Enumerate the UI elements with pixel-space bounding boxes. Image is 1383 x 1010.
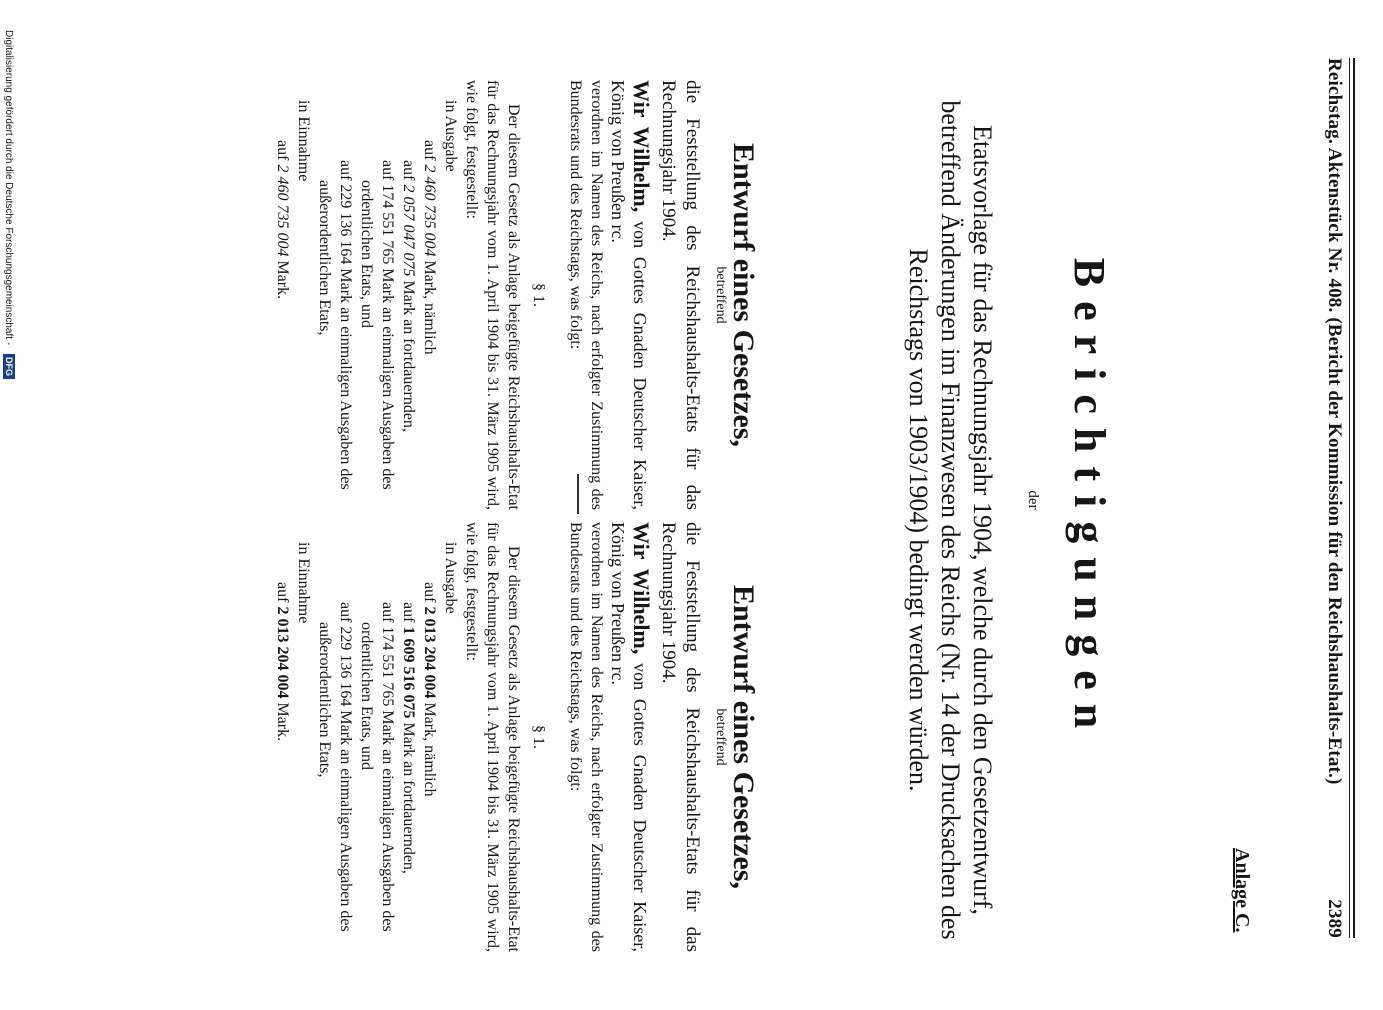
- right-wir: [607, 522, 652, 952]
- column-left: [272, 80, 758, 510]
- right-auf2-num: 1 609 516 075: [400, 626, 417, 719]
- left-auf2: [398, 80, 419, 510]
- column-right: [272, 522, 758, 952]
- left-wir-bold: Wir Wilhelm,: [629, 80, 654, 213]
- running-header: [1305, 58, 1345, 938]
- right-auf5-pre: auf: [274, 582, 291, 603]
- left-auf5-num: 2 460 735 004: [274, 164, 291, 257]
- left-paragraph: § 1.: [530, 283, 547, 307]
- right-in-einnahme: in Einnahme: [295, 542, 312, 624]
- left-auf5: [272, 80, 293, 510]
- left-auf1-pre: auf: [421, 140, 438, 161]
- anlage-label: Anlage C.: [1231, 848, 1253, 933]
- left-verordnen: verordnen im Namen des Reichs, nach erfolgter Zustimmung des Bundesrats und des Reichstags, was folgt:: [567, 80, 605, 510]
- digitization-footer: [3, 30, 15, 1010]
- right-betreffend: betreffend: [713, 708, 728, 766]
- right-auf5-num: 2 013 204 004: [274, 606, 291, 699]
- page-number: 2389: [1324, 899, 1345, 938]
- left-auf3: auf 174 551 765 Mark an einmaligen Ausgaben des ordentlichen Etats, und: [358, 160, 396, 490]
- left-auf1: [419, 80, 440, 510]
- right-in-ausgabe: in Ausgabe: [442, 542, 459, 614]
- right-auf3: auf 174 551 765 Mark an einmaligen Ausgaben des ordentlichen Etats, und: [358, 602, 396, 932]
- left-auf2-pre: auf: [400, 160, 417, 181]
- left-auf5-pre: auf: [274, 140, 291, 161]
- footer-text: Digitalisierung gefördert durch die Deutsche Forschungsgemeinschaft -: [3, 30, 14, 346]
- right-auf1-pre: auf: [421, 582, 438, 603]
- header-citation: Reichstag. Aktenstück Nr. 408. (Bericht der Kommission für den Reichshaushalts-Etat.): [1324, 58, 1345, 785]
- left-body: Der diesem Gesetz als Anlage beigefügte Reichshaushalts-Etat für das Rechnungsjahr vom 1. April 1904 bis 31. März 1905 wird, wie folgt, festgestellt:: [463, 80, 522, 510]
- left-auf1-post: Mark, nämlich: [421, 260, 438, 355]
- right-body: Der diesem Gesetz als Anlage beigefügte Reichshaushalts-Etat für das Rechnungsjahr vom 1. April 1904 bis 31. März 1905 wird, wie folgt, festgestellt:: [463, 522, 522, 952]
- right-paragraph: § 1.: [530, 725, 547, 749]
- left-auf1-num: 2 460 735 004: [421, 164, 438, 257]
- left-auf5-post: Mark.: [274, 260, 291, 300]
- left-in-ausgabe: in Ausgabe: [442, 100, 459, 172]
- right-auf5-post: Mark.: [274, 702, 291, 742]
- right-verordnen: verordnen im Namen des Reichs, nach erfolgter Zustimmung des Bundesrats und des Reichstags, was folgt:: [567, 522, 605, 952]
- right-auf2: [398, 522, 419, 952]
- left-wir: [607, 80, 652, 510]
- left-auf2-post: Mark an fortdauernden,: [400, 280, 417, 432]
- right-auf5: [272, 522, 293, 952]
- left-in-einnahme: in Einnahme: [295, 100, 312, 182]
- document-title: Berichtigungen: [1065, 257, 1114, 743]
- der-label: der: [1025, 490, 1041, 510]
- right-auf1: [419, 522, 440, 952]
- header-rule-top-2: [1349, 58, 1350, 938]
- right-auf4: auf 229 136 164 Mark an einmaligen Ausgaben des außerordentlichen Etats,: [316, 602, 354, 932]
- intro-text: Etatsvorlage für das Rechnungsjahr 1904, welche durch den Gesetzentwurf, betreffend Änderungen im Finanzwesen des Reichs (Nr. 14 der Drucksachen des Reichstags von 1903/1904) bedingt werden würden.: [904, 100, 997, 940]
- left-auf2-num: 2 057 047 075: [400, 184, 417, 277]
- left-wir-rest: von Gottes Gnaden Deutscher Kaiser, König von Preußen rc.: [608, 80, 650, 511]
- left-heading: Entwurf eines Gesetzes,: [727, 142, 760, 448]
- right-subject: die Feststellung des Reichshaushalts-Etats für das Rechnungsjahr 1904.: [658, 522, 703, 952]
- right-auf2-pre: auf: [400, 602, 417, 623]
- column-divider: [577, 474, 579, 514]
- right-wir-bold: Wir Wilhelm,: [629, 522, 654, 655]
- left-betreffend: betreffend: [713, 266, 728, 324]
- right-heading: Entwurf eines Gesetzes,: [727, 584, 760, 890]
- right-auf2-post: Mark an fortdauernden,: [400, 722, 417, 874]
- dfg-logo: DFG: [3, 354, 15, 379]
- right-wir-rest: von Gottes Gnaden Deutscher Kaiser, König von Preußen rc.: [608, 522, 650, 953]
- left-subject: die Feststellung des Reichshaushalts-Etats für das Rechnungsjahr 1904.: [658, 80, 703, 510]
- left-auf4: auf 229 136 164 Mark an einmaligen Ausgaben des außerordentlichen Etats,: [316, 160, 354, 490]
- header-rule-top: [1353, 58, 1355, 938]
- right-auf1-post: Mark, nämlich: [421, 702, 438, 797]
- right-auf1-num: 2 013 204 004: [421, 606, 438, 699]
